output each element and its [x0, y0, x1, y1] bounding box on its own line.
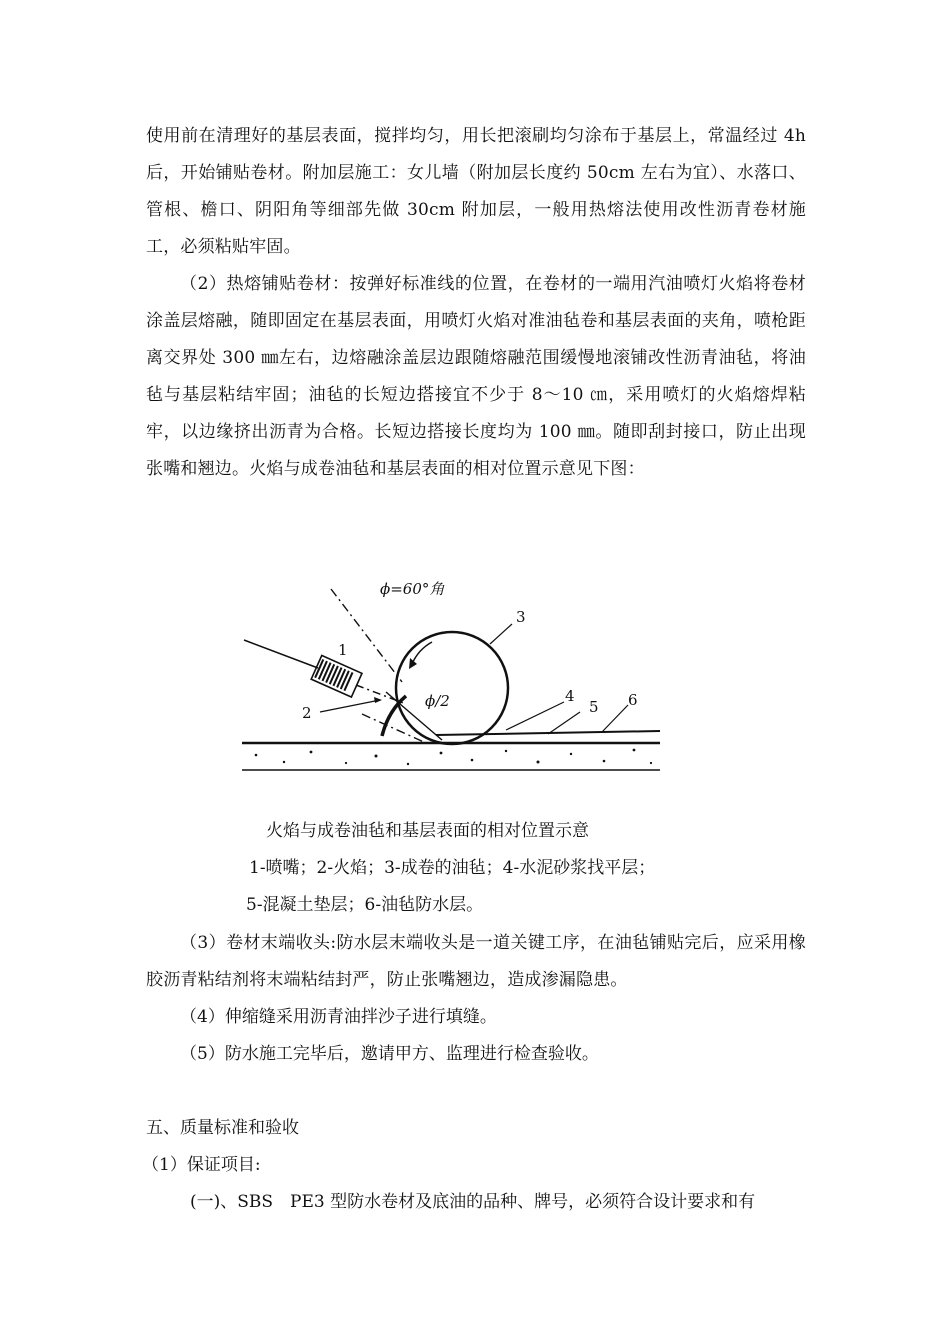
label-2: 2: [302, 704, 312, 722]
guarantee-items-heading: （1）保证项目:: [142, 1155, 261, 1175]
felt-layer-line: [436, 731, 660, 735]
leader-3: [490, 624, 512, 644]
section-heading: 五、质量标准和验收: [146, 1118, 299, 1138]
paragraph-end-sealing: （3）卷材末端收头:防水层末端收头是一道关键工序，在油毡铺贴完后，应采用橡胶沥青粘结剂将末端粘结封严，防止张嘴翘边，造成渗漏隐患。: [146, 933, 806, 990]
felt-roll-circle: [396, 632, 508, 744]
leader-6: [602, 705, 628, 732]
concrete-dots: [255, 749, 652, 766]
figure-caption-title: 火焰与成卷油毡和基层表面的相对位置示意: [266, 821, 589, 841]
paragraph-hot-melt-laying: （2）热熔铺贴卷材：按弹好标准线的位置，在卷材的一端用汽油喷灯火焰将卷材涂盖层熔融，随即固定在基层表面，用喷灯火焰对准油毡卷和基层表面的夹角，喷枪距离交界处 300 ㎜左右，边熔融涂盖层边跟随熔融范围缓慢地滚铺改性沥青油毡，将油毡与基层粘结牢固；油毡的长短边搭接宜不少于 8～10 ㎝，采用喷灯的火焰熔焊粘牢，以边缘挤出沥青为合格。长短边搭接长度均为 100 ㎜。随即刮封接口，防止出现张嘴和翘边。火焰与成卷油毡和基层表面的相对位置示意见下图：: [146, 274, 806, 479]
label-4: 4: [565, 687, 575, 705]
figure-caption-legend-1: 1-喷嘴；2-火焰；3-成卷的油毡；4-水泥砂浆找平层；: [249, 858, 656, 878]
label-3: 3: [516, 608, 526, 626]
label-1: 1: [338, 641, 348, 659]
angle-label: ϕ=60°角: [380, 580, 445, 598]
paragraph-acceptance: （5）防水施工完毕后，邀请甲方、监理进行检查验收。: [180, 1044, 599, 1064]
label-6: 6: [628, 691, 638, 709]
flame-position-diagram: [236, 572, 670, 776]
paragraph-base-treatment: 使用前在清理好的基层表面，搅拌均匀，用长把滚刷均匀涂布于基层上，常温经过 4h 后，开始铺贴卷材。附加层施工：女儿墙（附加层长度约 50cm 左右为宜）、水落口、管根、檐口、阴阳角等细部先做 30cm 附加层，一般用热熔法使用改性沥青卷材施工，必须粘贴牢固。: [146, 126, 806, 257]
guarantee-item-1: (一)、SBS PE3 型防水卷材及底油的品种、牌号，必须符合设计要求和有: [190, 1192, 756, 1212]
leader-2: [320, 700, 380, 712]
half-angle-label: ϕ/2: [425, 692, 450, 710]
nozzle-icon: [311, 655, 362, 697]
paragraph-expansion-joint: （4）伸缩缝采用沥青油拌沙子进行填缝。: [180, 1007, 497, 1027]
figure-caption-legend-2: 5-混凝土垫层；6-油毡防水层。: [246, 895, 484, 915]
leader-5: [548, 712, 580, 734]
label-5: 5: [589, 698, 599, 716]
gun-line: [244, 640, 318, 668]
leader-4: [506, 702, 564, 730]
